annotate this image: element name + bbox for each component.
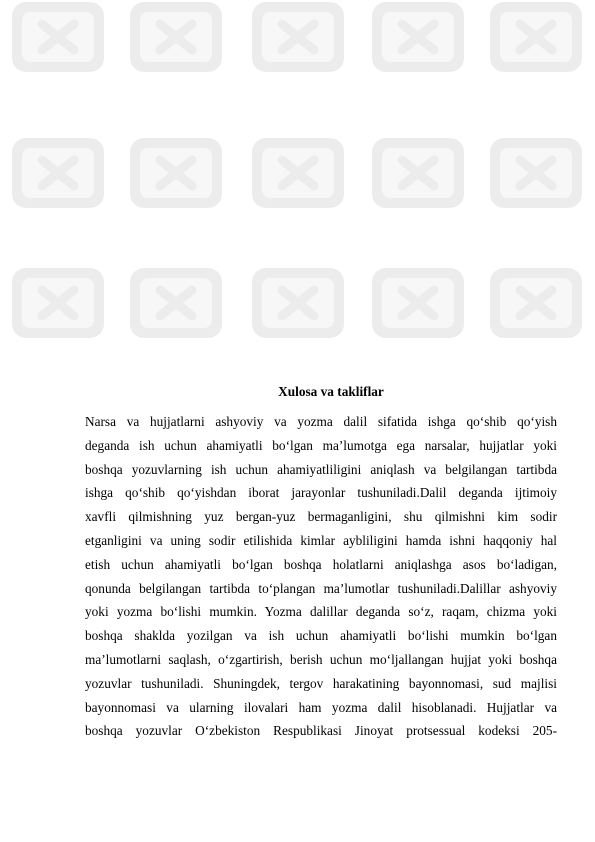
text-line: ma’lumotlarni saqlash, o‘zgartirish, berish uchun mo‘ljallangan hujjat yoki boshqa — [85, 651, 557, 667]
body-paragraph — [85, 410, 557, 743]
text-line: etish uchun ahamiyatli bo‘lgan boshqa holatlarni aniqlashga asos bo‘ladigan, — [85, 556, 557, 572]
section-heading: Xulosa va takliflar — [278, 384, 384, 399]
text-line: etganligini va uning sodir etilishida kimlar aybliligini hamda ishni haqqoniy hal — [85, 532, 557, 548]
text-line: ishga qo‘shib qo‘yishdan iborat jarayonlar tushuniladi.Dalil deganda ijtimoiy — [85, 485, 557, 501]
text-line: boshqa yozuvlarning ish uchun ahamiyatliligini aniqlash va belgilangan tartibda — [85, 461, 557, 477]
watermark-row-2 — [12, 138, 582, 208]
text-line: xavfli qilmishning yuz bergan-yuz bermaganligini, shu qilmishni kim sodir — [85, 509, 557, 525]
text-line: Narsa va hujjatlarni ashyoviy va yozma dalil sifatida ishga qo‘shib qo‘yish — [85, 414, 557, 429]
text-line: boshqa shaklda yozilgan va ish uchun ahamiyatli bo‘lishi mumkin bo‘lgan — [85, 628, 557, 644]
watermark-row-1 — [12, 2, 582, 72]
text-line: deganda ish uchun ahamiyatli bo‘lgan ma’lumotga ega narsalar, hujjatlar yoki — [85, 437, 557, 453]
document-content — [85, 382, 557, 743]
text-line: bayonnomasi va ularning ilovalari ham yozma dalil hisoblanadi. Hujjatlar va — [85, 699, 557, 715]
text-line: boshqa yozuvlar O‘zbekiston Respublikasi Jinoyat protsessual kodeksi 205- — [85, 723, 557, 739]
text-line: yozuvlar tushuniladi. Shuningdek, tergov harakatining bayonnomasi, sud majlisi — [85, 675, 557, 691]
text-line: qonunda belgilangan tartibda to‘plangan ma’lumotlar tushuniladi.Dalillar ashyoviy — [85, 580, 557, 596]
text-line: yoki yozma bo‘lishi mumkin. Yozma dalillar deganda so‘z, raqam, chizma yoki — [85, 604, 557, 620]
watermark-row-3 — [12, 268, 582, 338]
